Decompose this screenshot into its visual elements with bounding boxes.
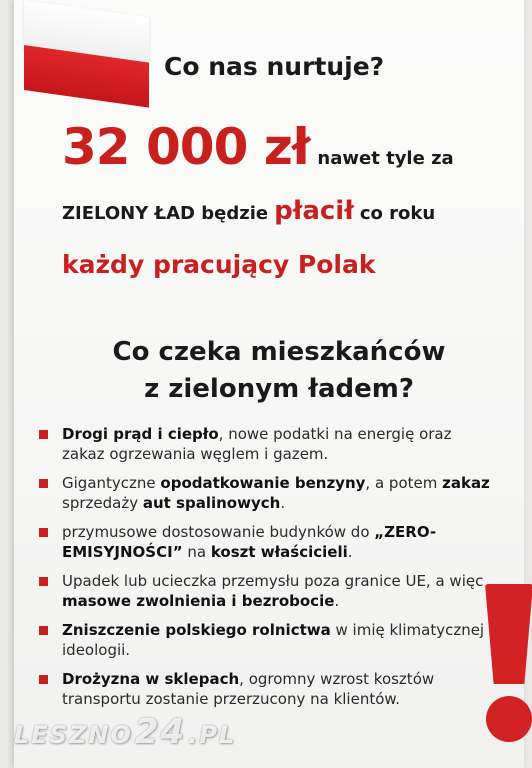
every-year-text: co roku: [359, 203, 436, 224]
exclamation-mark-icon: [483, 584, 532, 744]
bullet-square-icon: [39, 528, 48, 537]
list-item: [36, 522, 491, 562]
bullet-square-icon: [39, 675, 48, 684]
bullet-square-icon: [39, 626, 48, 635]
bullet-square-icon: [39, 577, 48, 586]
watermark-number: 24: [134, 712, 187, 752]
list-item: [36, 669, 491, 709]
every-worker-line: każdy pracujący Polak: [62, 250, 376, 279]
bullet-text: .: [280, 494, 286, 512]
bullet-bold: koszt właścicieli: [210, 543, 348, 561]
green-deal-text: ZIELONY ŁAD będzie: [62, 203, 269, 224]
bullet-square-icon: [39, 479, 48, 488]
bullet-bold: Drożyzna w sklepach: [62, 670, 240, 688]
exclamation-dot: [486, 696, 532, 742]
pays-emphasis: płacił: [274, 196, 354, 226]
page-title: Co nas nurtuje?: [164, 52, 385, 81]
bullet-bold: aut spalinowych: [142, 494, 281, 512]
bullet-text: sprzedaży: [62, 494, 143, 512]
bullet-text: , nowe podatki na energię oraz zakaz ogrzewania węglem i gazem.: [62, 425, 452, 463]
bullet-bold: Drogi prąd i ciepło: [62, 425, 219, 443]
bullet-text: .: [347, 543, 353, 561]
bullet-text: na: [182, 543, 211, 561]
bullet-text: Upadek lub ucieczka przemysłu poza granice UE, a więc: [62, 572, 484, 590]
cost-amount: 32 000 zł: [62, 118, 310, 176]
bullet-text: , ogromny wzrost kosztów transportu zostanie przerzucony na klientów.: [62, 670, 435, 708]
list-item: [36, 473, 491, 513]
bullet-square-icon: [39, 430, 48, 439]
bullet-text: , a potem: [365, 474, 443, 492]
bullet-bold: Zniszczenie polskiego rolnictwa: [62, 621, 331, 639]
list-item: [36, 620, 491, 660]
list-item: [36, 424, 491, 464]
amount-line: [62, 118, 454, 176]
bullet-text: Gigantyczne: [62, 474, 161, 492]
bullet-bold: masowe zwolnienia i bezrobocie: [62, 592, 335, 610]
exclamation-bar: [485, 584, 532, 684]
consequences-list: [36, 424, 491, 718]
bullet-bold: „ZERO-EMISYJNOŚCI”: [62, 523, 437, 561]
watermark-pre: LESZNO: [14, 721, 133, 749]
poland-flag-icon: [24, 0, 149, 100]
leaflet-page: [14, 0, 524, 768]
bullet-text: w imię klimatycznej ideologii.: [62, 621, 485, 659]
section-heading-line-1: Co czeka mieszkańców: [112, 337, 446, 367]
bullet-text: .: [334, 592, 340, 610]
watermark-post: .PL: [188, 721, 237, 749]
site-watermark: [14, 712, 236, 752]
green-deal-line: [62, 196, 435, 226]
bullet-bold: opodatkowanie benzyny: [160, 474, 366, 492]
list-item: [36, 571, 491, 611]
section-heading-line-2: z zielonym ładem?: [144, 374, 414, 404]
bullet-bold: zakaz: [442, 474, 490, 492]
section-heading: [34, 334, 524, 408]
bullet-text: przymusowe dostosowanie budynków do: [62, 523, 375, 541]
amount-line-rest: nawet tyle za: [317, 148, 454, 169]
